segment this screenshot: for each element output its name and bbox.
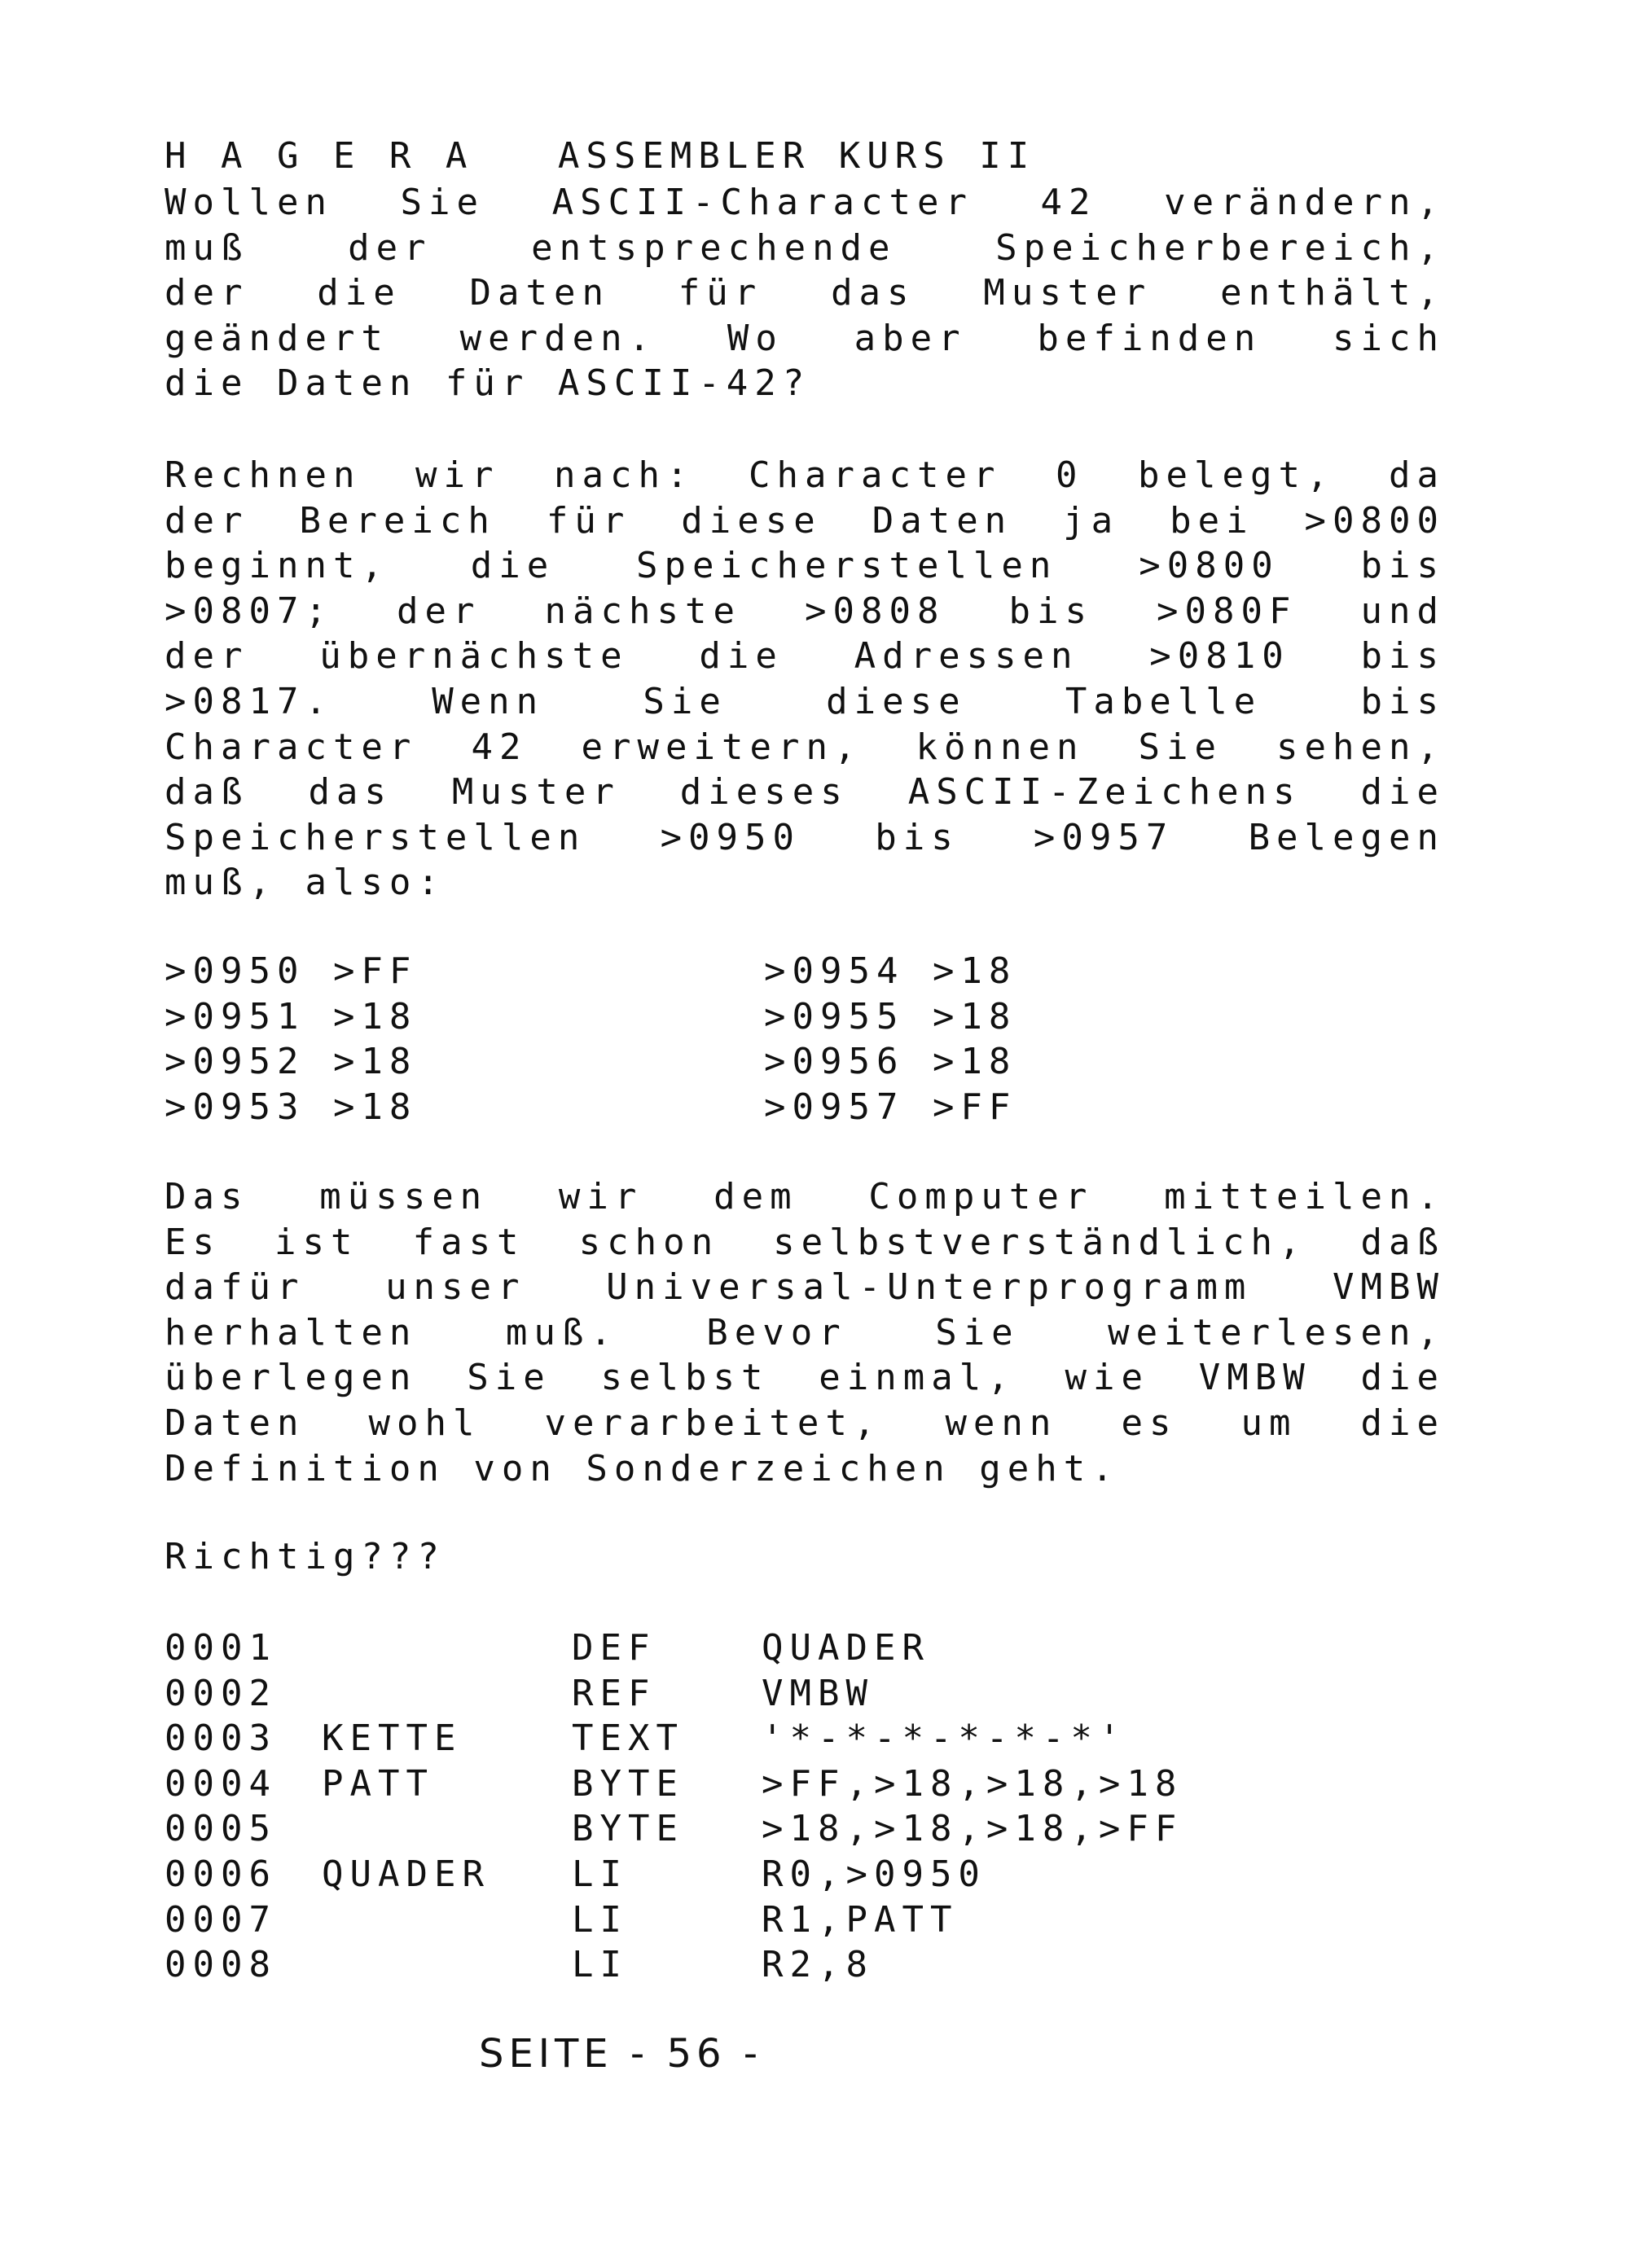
listing-operand: R0,>0950 — [762, 1853, 986, 1895]
listing-operand: R1,PATT — [762, 1898, 959, 1941]
table-row — [165, 1085, 1445, 1130]
memory-table — [165, 949, 1445, 1130]
text-line: >0817. Wenn Sie diese Tabelle bis — [165, 680, 1445, 722]
paragraph-4 — [165, 1534, 1445, 1580]
text-line: Rechnen wir nach: Character 0 belegt, da — [165, 454, 1445, 496]
listing-label: PATT — [322, 1762, 434, 1805]
paragraph-1 — [165, 180, 1445, 406]
paragraph-2 — [165, 453, 1445, 906]
table-row — [165, 994, 1445, 1040]
listing-line-number: 0007 — [165, 1898, 277, 1941]
listing-label: QUADER — [322, 1853, 490, 1895]
page-number: SEITE - 56 - — [479, 2031, 763, 2077]
text-line: beginnt, die Speicherstellen >0800 bis — [165, 545, 1445, 587]
listing-row — [165, 1942, 1445, 1988]
listing-operand: R2,8 — [762, 1944, 874, 1986]
text-line: der Bereich für diese Daten ja bei >0800 — [165, 499, 1445, 542]
text-line: daß das Muster dieses ASCII-Zeichens die — [165, 771, 1445, 814]
text-line: Richtig??? — [165, 1536, 446, 1577]
table-cell: >0950 >FF — [165, 950, 418, 992]
text-line: Das müssen wir dem Computer mitteilen. — [165, 1176, 1445, 1217]
listing-row — [165, 1625, 1445, 1671]
table-row — [165, 949, 1445, 994]
listing-line-number: 0008 — [165, 1944, 277, 1986]
listing-row — [165, 1897, 1445, 1943]
listing-opcode: LI — [572, 1898, 628, 1941]
listing-line-number: 0005 — [165, 1808, 277, 1850]
table-cell: >0956 >18 — [764, 1041, 1017, 1083]
header-title: H A G E R A ASSEMBLER KURS II — [165, 135, 1036, 178]
listing-opcode: BYTE — [572, 1808, 684, 1850]
listing-opcode: REF — [572, 1672, 656, 1714]
text-line: >0807; der nächste >0808 bis >080F und — [165, 590, 1445, 632]
text-line: Definition von Sonderzeichen geht. — [165, 1447, 1120, 1489]
listing-row — [165, 1716, 1445, 1761]
listing-line-number: 0004 — [165, 1762, 277, 1805]
text-line: Wollen Sie ASCII-Character 42 verändern, — [165, 182, 1445, 223]
text-line: Speicherstellen >0950 bis >0957 Belegen — [165, 816, 1445, 858]
table-cell: >0951 >18 — [165, 995, 418, 1037]
listing-opcode: LI — [572, 1853, 628, 1895]
text-line: Es ist fast schon selbstverständlich, daß — [165, 1221, 1445, 1263]
listing-operand: QUADER — [762, 1627, 930, 1669]
listing-opcode: DEF — [572, 1627, 656, 1669]
listing-operand: >FF,>18,>18,>18 — [762, 1762, 1183, 1805]
table-cell: >0957 >FF — [764, 1086, 1017, 1128]
table-cell: >0954 >18 — [764, 950, 1017, 992]
listing-operand: >18,>18,>18,>FF — [762, 1808, 1183, 1850]
text-line: der die Daten für das Muster enthält, — [165, 272, 1445, 314]
text-line: dafür unser Universal-Unterprogramm VMBW — [165, 1266, 1445, 1309]
table-cell: >0955 >18 — [764, 995, 1017, 1037]
listing-line-number: 0002 — [165, 1672, 277, 1714]
listing-row — [165, 1852, 1445, 1897]
listing-opcode: BYTE — [572, 1762, 684, 1805]
table-cell: >0953 >18 — [165, 1086, 418, 1128]
text-line: muß der entsprechende Speicherbereich, — [165, 226, 1445, 269]
table-cell: >0952 >18 — [165, 1041, 418, 1083]
table-row — [165, 1039, 1445, 1085]
text-line: die Daten für ASCII-42? — [165, 362, 811, 405]
listing-row — [165, 1806, 1445, 1852]
text-line: überlegen Sie selbst einmal, wie VMBW die — [165, 1357, 1445, 1399]
listing-operand: '*-*-*-*-*-*' — [762, 1717, 1127, 1760]
listing-row — [165, 1671, 1445, 1717]
listing-line-number: 0001 — [165, 1627, 277, 1669]
text-line: Character 42 erweitern, können Sie sehen, — [165, 726, 1445, 768]
listing-label: KETTE — [322, 1717, 463, 1760]
listing-row — [165, 1761, 1445, 1807]
listing-opcode: LI — [572, 1944, 628, 1986]
code-listing — [165, 1625, 1445, 1988]
text-line: herhalten muß. Bevor Sie weiterlesen, — [165, 1311, 1445, 1353]
text-line: Daten wohl verarbeitet, wenn es um die — [165, 1402, 1445, 1444]
paragraph-3 — [165, 1174, 1445, 1491]
listing-operand: VMBW — [762, 1672, 874, 1714]
listing-line-number: 0006 — [165, 1853, 277, 1895]
text-line: geändert werden. Wo aber befinden sich — [165, 317, 1445, 359]
text-line: muß, also: — [165, 862, 446, 904]
listing-line-number: 0003 — [165, 1717, 277, 1760]
text-line: der übernächste die Adressen >0810 bis — [165, 635, 1445, 678]
listing-opcode: TEXT — [572, 1717, 684, 1760]
